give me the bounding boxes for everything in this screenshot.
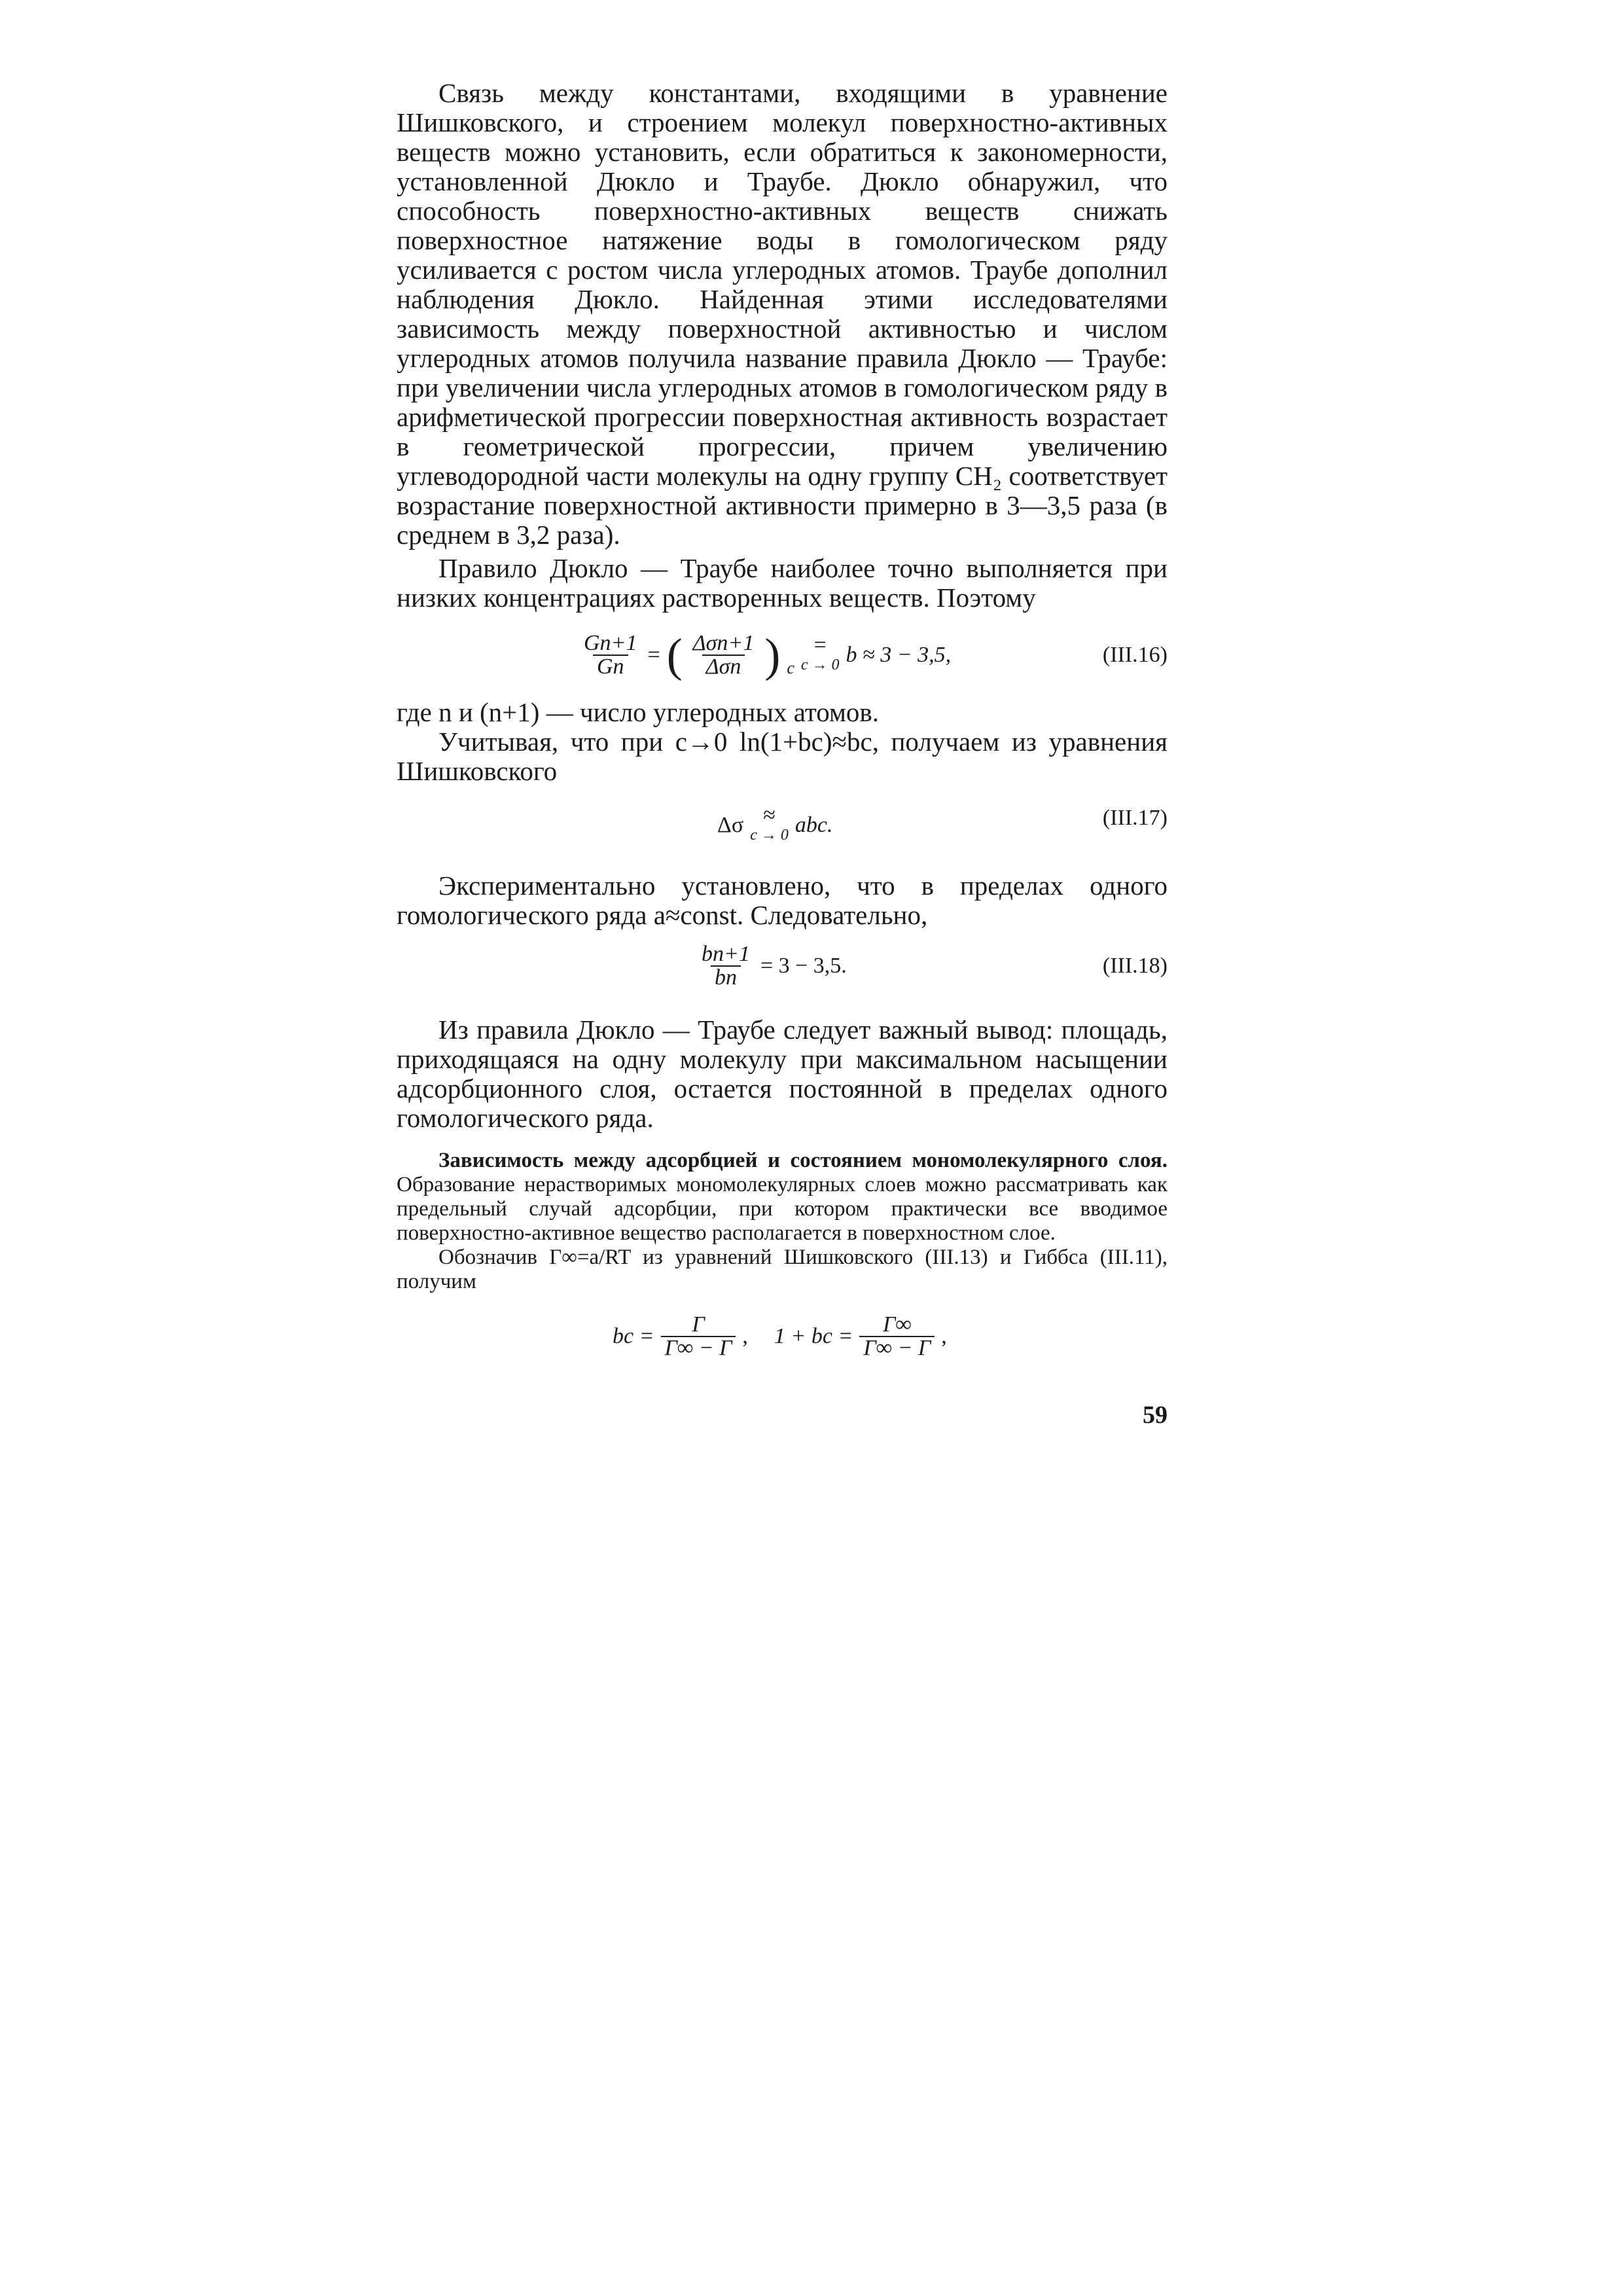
paragraph-6: Из правила Дюкло — Траубе следует важный вывод: площадь, приходящаяся на одну молекулу при максимальном насыщении адсорбционного слоя, остается постоянной в пределах одного гомологического ряда.: [397, 1014, 1168, 1133]
eq18-fraction: $\frac{bn+1}{bn}$: [702, 942, 750, 990]
equation-number: (III.17): [1102, 806, 1168, 830]
eq16-ratio-fraction: $\frac{\text{Δσn+1}}{\text{Δσn}}$: [692, 631, 755, 679]
paragraph-5: Экспериментально установлено, что в пределах одного гомологического ряда a≈const. Следовательно,: [397, 870, 1168, 930]
eq16-lhs-fraction: $\frac{Gn+1}{Gn}$: [584, 631, 637, 679]
paragraph-2: Правило Дюкло — Траубе наиболее точно выполняется при низких концентрациях растворенных веществ. Поэтому: [397, 553, 1168, 613]
paragraph-3: где n и (n+1) — число углеродных атомов.: [397, 697, 880, 727]
page-content: [397, 78, 1168, 1429]
paragraph-1: Связь между константами, входящими в уравнение Шишковского, и строением молекул поверхностно-активных веществ можно установить, если обратиться к закономерности, установленной Дюкло и Траубе. Дюкло обнаружил, что способность поверхностно-активных веществ снижать поверхностное натяжение воды в гомологическом ряду усиливается с ростом числа углеродных атомов. Траубе дополнил наблюдения Дюкло. Найденная этими исследователями зависимость между поверхностной активностью и числом углеродных атомов получила название правила Дюкло — Траубе: при увеличении числа углеродных атомов в гомологическом ряду в арифметической прогрессии поверхностная активность возрастает в геометрической прогрессии, причем увеличению углеводородной части молекулы на одну группу CH₂ соответствует возрастание поверхностной активности примерно в 3—3,5 раза (в среднем в 3,2 раза).: [397, 78, 1168, 550]
equation-III-17: Δσ ≈ c → 0 abc. (III.17): [717, 803, 1168, 844]
page-number: 59: [1143, 1401, 1168, 1429]
eq-final-b-fraction: $\frac{\Gamma\infty}{\Gamma\infty - \Gamma}$: [859, 1314, 935, 1359]
eq16-limit: = c → 0: [800, 633, 840, 673]
paragraph-7: Зависимость между адсорбцией и состоянием мономолекулярного слоя. Образование нерастворимых мономолекулярных слоев можно рассматривать как предельный случай адсорбции, при котором практически все вводимое поверхностно-активное вещество располагается в поверхностном слое.: [397, 1149, 1168, 1245]
paragraph-8: Обозначив Γ∞=a/RT из уравнений Шишковского (III.13) и Гиббса (III.11), получим: [397, 1246, 1168, 1293]
paragraph-4: Учитывая, что при c→0 ln(1+bc)≈bc, получаем из уравнения Шишковского: [397, 726, 1168, 786]
equation-III-16: $\frac{Gn+1}{Gn}$ = ( $\frac{\text{Δσn+1}}{\text{Δσn}}$ ) c = c → 0 b ≈ 3 − 3,5, (III.16): [397, 613, 1168, 698]
equation-number: (III.16): [1102, 643, 1168, 667]
eq-final-a-fraction: $\frac{\Gamma}{\Gamma\infty - \Gamma}$: [661, 1314, 736, 1359]
eq17-limit: ≈ c → 0: [750, 803, 789, 844]
equation-final: bc = $\frac{\Gamma}{\Gamma\infty - \Gamma}$ , 1 + bc = $\frac{\Gamma\infty}{\Gamma\infty - \Gamma}$ ,: [613, 1312, 947, 1360]
section-heading: Зависимость между адсорбцией и состоянием мономолекулярного слоя.: [438, 1149, 1168, 1172]
equation-III-18: $\frac{bn+1}{bn}$ = 3 − 3,5. (III.18): [397, 930, 1168, 1002]
equation-number: (III.18): [1102, 954, 1168, 978]
